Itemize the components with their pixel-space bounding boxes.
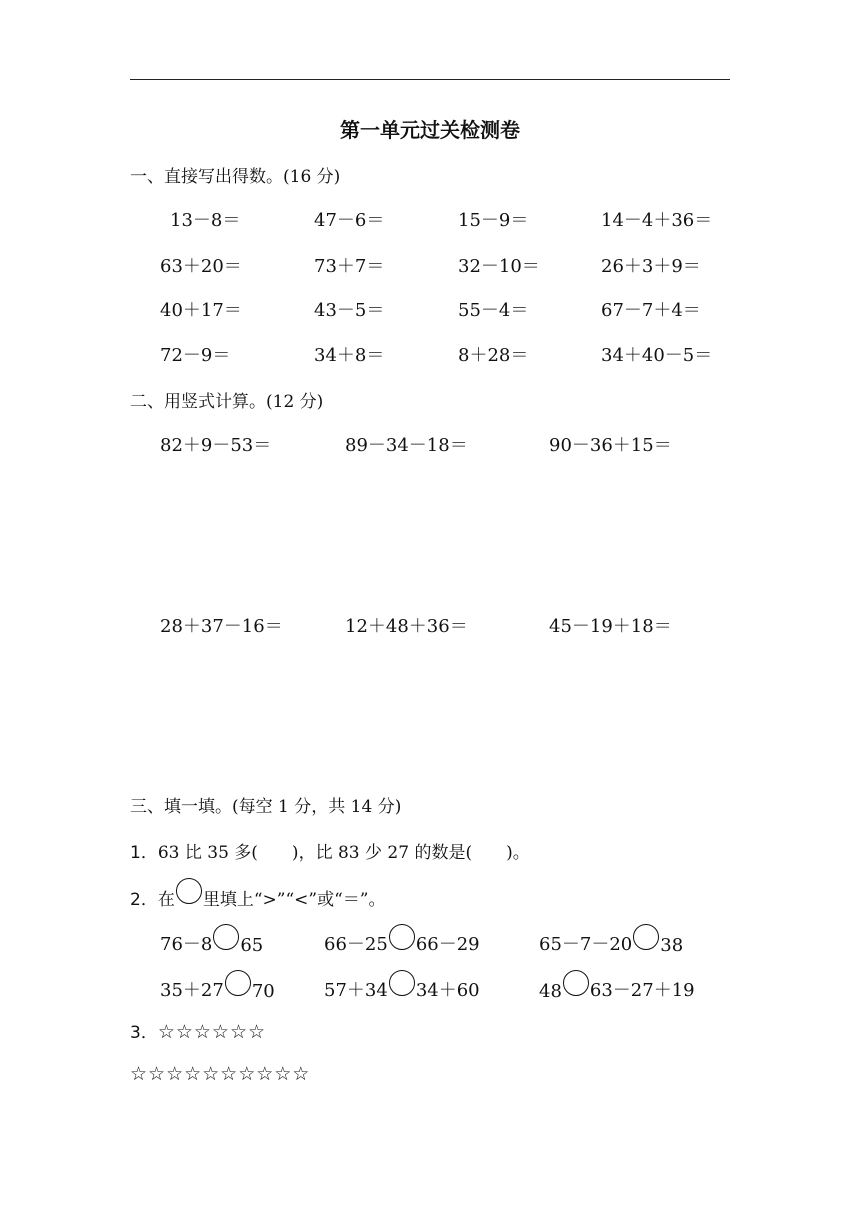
mental-math-item: 34＋8＝ <box>314 345 385 366</box>
section2-heading: 二、用竖式计算。(12 分) <box>130 392 324 412</box>
mental-math-item: 72－9＝ <box>160 345 231 366</box>
compare-right: 70 <box>251 981 275 1002</box>
mental-math-item: 15－9＝ <box>458 210 529 231</box>
header-rule <box>130 79 730 80</box>
mental-math-item: 43－5＝ <box>314 300 385 321</box>
mental-math-item: 73＋7＝ <box>314 256 385 277</box>
vertical-calc-item: 90－36＋15＝ <box>549 435 672 456</box>
mental-math-item: 32－10＝ <box>458 256 540 277</box>
compare-item <box>539 976 695 1002</box>
circle-blank-icon <box>225 970 251 996</box>
compare-left: 65－7－20 <box>539 934 633 955</box>
compare-item <box>324 976 480 1002</box>
compare-right: 63－27＋19 <box>589 980 695 1001</box>
mental-math-item: 67－7＋4＝ <box>601 300 701 321</box>
mental-math-item: 26＋3＋9＝ <box>601 256 701 277</box>
compare-left: 57＋34 <box>324 980 388 1001</box>
vertical-calc-item: 28＋37－16＝ <box>160 616 283 637</box>
compare-item <box>160 930 263 956</box>
compare-left: 76－8 <box>160 934 213 955</box>
vertical-calc-item: 45－19＋18＝ <box>549 616 672 637</box>
question-number: 3． <box>130 1023 158 1043</box>
compare-item <box>160 976 275 1002</box>
mental-math-item: 63＋20＝ <box>160 256 242 277</box>
question-text: 63 比 35 多( )，比 83 少 27 的数是( )。 <box>157 843 530 863</box>
circle-blank-icon <box>563 970 589 996</box>
question-number: 1． <box>130 843 158 863</box>
section1-heading: 一、直接写出得数。(16 分) <box>130 167 341 187</box>
star-row-1: ☆☆☆☆☆☆ <box>157 1021 267 1043</box>
question-2 <box>130 884 385 910</box>
mental-math-item: 55－4＝ <box>458 300 529 321</box>
compare-right: 66－29 <box>415 934 480 955</box>
circle-blank-icon <box>389 924 415 950</box>
question-text-pre: 在 <box>157 890 175 910</box>
question-text-post: 里填上“>”“<”或“＝”。 <box>202 890 386 910</box>
compare-right: 38 <box>660 935 684 956</box>
vertical-calc-item: 82＋9－53＝ <box>160 435 272 456</box>
mental-math-item: 47－6＝ <box>314 210 385 231</box>
compare-item <box>324 930 480 956</box>
circle-blank-icon <box>176 878 202 904</box>
mental-math-item: 34＋40－5＝ <box>601 345 713 366</box>
circle-blank-icon <box>213 924 239 950</box>
compare-left: 35＋27 <box>160 980 224 1001</box>
compare-left: 66－25 <box>324 934 388 955</box>
star-row-2: ☆☆☆☆☆☆☆☆☆☆ <box>130 1063 311 1085</box>
compare-item <box>539 930 683 956</box>
mental-math-item: 14－4＋36＝ <box>601 210 713 231</box>
circle-blank-icon <box>633 924 659 950</box>
mental-math-item: 40＋17＝ <box>160 300 242 321</box>
question-3 <box>130 1018 266 1043</box>
mental-math-item: 8＋28＝ <box>458 345 529 366</box>
vertical-calc-item: 89－34－18＝ <box>345 435 468 456</box>
vertical-calc-item: 12＋48＋36＝ <box>345 616 468 637</box>
section3-heading: 三、填一填。(每空 1 分，共 14 分) <box>130 797 402 817</box>
compare-right: 65 <box>240 935 264 956</box>
circle-blank-icon <box>389 970 415 996</box>
compare-right: 34＋60 <box>415 980 480 1001</box>
question-number: 2． <box>130 890 158 910</box>
page-title: 第一单元过关检测卷 <box>340 118 520 142</box>
compare-left: 48 <box>539 981 562 1002</box>
mental-math-item: 13－8＝ <box>170 210 241 231</box>
question-1 <box>130 838 530 863</box>
